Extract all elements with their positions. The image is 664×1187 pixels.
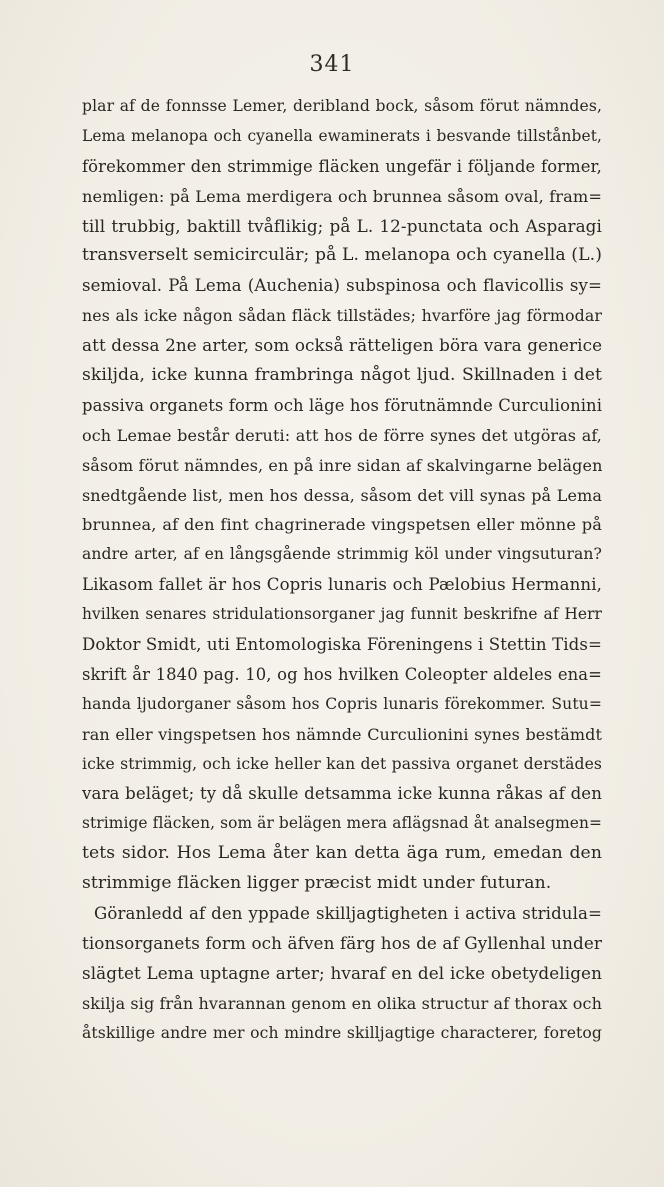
text-line: Doktor Smidt, uti Entomologiska Föreningens i Stettin Tids= <box>82 635 602 655</box>
text-line: såsom förut nämndes, en på inre sidan af skalvingarne belägen <box>82 455 603 475</box>
text-line: snedtgående list, men hos dessa, såsom det vill synas på Lema <box>82 485 602 505</box>
text-line: tets sidor. Hos Lema åter kan detta äga rum, emedan den <box>82 843 602 864</box>
text-line: brunnea, af den fint chagrinerade vingspetsen eller mönne på <box>82 515 602 535</box>
text-line: till trubbig, baktill tvåflikig; på L. 12-punctata och Asparagi <box>82 215 602 236</box>
text-line: transverselt semicirculär; på L. melanopa och cyanella (L.) <box>82 245 602 266</box>
text-line: plar af de fonnsse Lemer, deribland bock, såsom förut nämndes, <box>82 97 602 115</box>
body-text <box>82 92 602 1049</box>
text-line: Göranledd af den yppade skilljagtigheten i activa stridula= <box>94 904 602 924</box>
text-line: slägtet Lema uptagne arter; hvaraf en del icke obetydeligen <box>82 962 602 983</box>
text-line: förekommer den strimmige fläcken ungefär i följande former, <box>82 156 602 176</box>
text-line: passiva organets form och läge hos förutnämnde Curculionini <box>82 395 603 415</box>
text-line: handa ljudorganer såsom hos Copris lunaris förekommer. Sutu= <box>82 694 602 713</box>
text-line: semioval. På Lema (Auchenia) subspinosa och flavicollis sy= <box>82 276 602 296</box>
text-line: skilja sig från hvarannan genom en olika structur af thorax och <box>82 993 602 1013</box>
text-line: ran eller vingspetsen hos nämnde Curculionini synes bestämdt <box>82 724 602 744</box>
text-line: Likasom fallet är hos Copris lunaris och Pælobius Hermanni, <box>82 575 602 595</box>
text-line: skrift år 1840 pag. 10, og hos hvilken Coleopter aldeles ena= <box>82 664 602 684</box>
text-line: vara beläget; ty då skulle detsamma icke kunna råkas af den <box>82 784 602 804</box>
text-line: nemligen: på Lema merdigera och brunnea såsom oval, fram= <box>82 186 602 206</box>
text-line: att dessa 2ne arter, som också rätteligen böra vara generice <box>82 335 603 356</box>
text-line: och Lemae består deruti: att hos de förre synes det utgöras af, <box>82 425 602 445</box>
text-line: åtskillige andre mer och mindre skilljagtige characterer, foretog <box>82 1023 602 1042</box>
text-line: nes als icke någon sådan fläck tillstädes; hvarföre jag förmodar <box>82 306 602 326</box>
text-line: hvilken senares stridulationsorganer jag funnit beskrifne af Herr <box>82 605 602 624</box>
text-line: skiljda, icke kunna frambringa något ljud. Skillnaden i det <box>82 365 602 386</box>
text-line: strimmige fläcken ligger præcist midt under futuran. <box>82 873 552 894</box>
text-line: icke strimmig, och icke heller kan det passiva organet derstädes <box>82 754 602 773</box>
page-number: 341 <box>309 52 355 77</box>
text-line: tionsorganets form och äfven färg hos de af Gyllenhal under <box>82 932 602 953</box>
text-line: Lema melanopa och cyanella ewaminerats i besvande tillstånbet, <box>82 126 602 145</box>
text-line: strimige fläcken, som är belägen mera aflägsnad åt analsegmen= <box>82 814 602 833</box>
text-line: andre arter, af en långsgående strimmig köl under vingsuturan? <box>82 545 602 564</box>
